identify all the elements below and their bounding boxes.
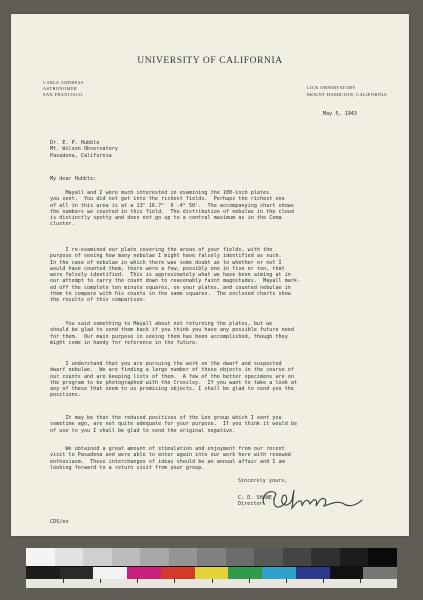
recipient-address: Dr. E. P. Hubble Mt. Wilson Observatory Pasadena, California: [50, 140, 118, 159]
salutation: My dear Hubble:: [50, 176, 97, 182]
paragraph-4: I understand that you are pursuing the work on the dwarf and suspected dwarf nebulae. We are finding a large number of these objects in the course of our counts and are keeping lists of them. A few of the better specimens are on the program to be photographed with the Crossley. If you want to take a look at any of these that seem to us promising objects, I shall be glad to send you the positions.: [50, 361, 298, 399]
letterhead-right: [307, 84, 387, 98]
paragraph-2: I re-examined our plate covering the areas of your fields, with the purpose of seeing how many nebulae I might have falsely identified as such. In the case of nebulae in which there was some doubt as to whether or not I would have counted them, there were a few, possibly one in five or ten, that were falsely identified. This is approximately what we have been aiming at in our attempt to carry the count down to reasonably faint magnitudes. Mayall mark- ed off the complete ten minute squares, on your plates, and counted nebulae in them to compare with his counts in the same squares. The enclosed charts show the results of this comparison.: [50, 247, 301, 304]
grayscale-strip: [26, 548, 397, 566]
letter-page: [11, 14, 409, 536]
cable-astronomer-line: ASTRONOMER: [43, 86, 78, 91]
color-strip: [26, 567, 397, 579]
cable-address-line: CABLE ADDRESS: [43, 80, 84, 85]
paragraph-1: Mayall and I were much interested in examining the 100-inch plates you sent. You did not get into the richest fields. Perhaps the richest one of all in this area is at a 13ʰ 16.7ᵐ δ -4° 50'. The accompanying chart shows the numbers we counted in this field. The distribution of nebulae in the cloud is distinctly spotty and does not go up to a central maximum as in the Coma cluster.: [50, 190, 294, 228]
cable-city-line: SAN FRANCISCO: [43, 92, 83, 97]
closing: Sincerely yours,: [238, 478, 288, 484]
university-title: UNIVERSITY OF CALIFORNIA: [137, 56, 283, 66]
paragraph-5: It may be that the reduced positives of the Leo group which I sent you sometime ago, are not quite adequate for your purpose. If you think it would be of use to you I shall be glad to send the original negative.: [50, 415, 298, 434]
observatory-location: MOUNT HAMILTON, CALIFORNIA: [307, 92, 387, 97]
observatory-name: LICK OBSERVATORY: [307, 85, 356, 90]
letter-date: May 5, 1943: [323, 111, 357, 117]
signer-name-title: C. D. SHANE, Director.: [238, 495, 276, 508]
color-calibration-chart: [26, 548, 397, 588]
letterhead-left: [43, 80, 83, 98]
measurement-ruler: [26, 579, 397, 588]
reference-initials: CDS/eo: [50, 519, 69, 525]
paragraph-6: We obtained a great amount of stimulation and enjoyment from our recent visit to Pasadena and were able to enter again into our work here with renewed enthusiasm. These interchanges of ideas should be an annual affair and I am looking forward to a return visit from your group.: [50, 446, 291, 471]
paragraph-3: You said something to Mayall about not returning the plates, but we should be glad to send them back if you think you have any possible future need for them. Our main purpose in seeing them has been accomplished, though they might come in handy for reference in the future.: [50, 321, 294, 346]
